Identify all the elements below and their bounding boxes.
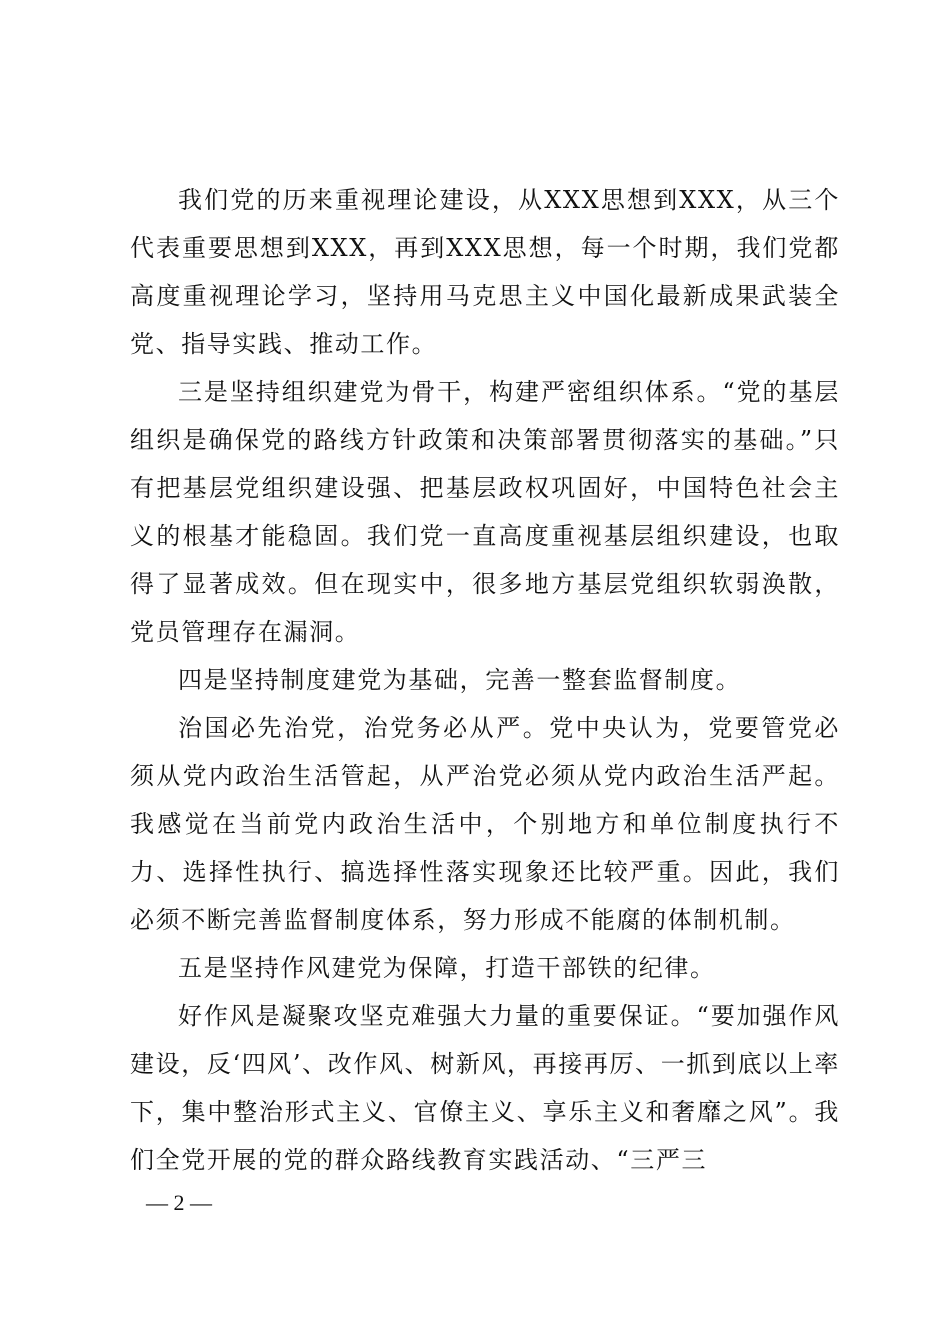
paragraph-organization-building: 三是坚持组织建党为骨干，构建严密组织体系。“党的基层组织是确保党的路线方针政策和决策部署贯彻落实的基础。”只有把基层党组织建设强、把基层政权巩固好，中国特色社会主义的根基才能稳固。我们党一直高度重视基层组织建设，也取得了显著成效。但在现实中，很多地方基层党组织软弱涣散，党员管理存在漏洞。	[130, 378, 840, 646]
paragraph-theory-building: 我们党的历来重视理论建设，从XXX思想到XXX，从三个代表重要思想到XXX，再到XXX思想，每一个时期，我们党都高度重视理论学习，坚持用马克思主义中国化最新成果武装全党、指导实践、推动工作。	[130, 186, 840, 358]
page-number: — 2 —	[146, 1190, 212, 1215]
paragraph-good-style: 好作风是凝聚攻坚克难强大力量的重要保证。“要加强作风建设，反‘四风’、改作风、树新风，再接再厉、一抓到底以上率下，集中整治形式主义、官僚主义、享乐主义和奢靡之风”。我们全党开展的党的群众路线教育实践活动、“三严三	[130, 1002, 840, 1174]
paragraph-style-building-heading: 五是坚持作风建党为保障，打造干部铁的纪律。	[178, 954, 716, 982]
document-body	[130, 176, 840, 1184]
paragraph-strict-governance: 治国必先治党，治党务必从严。党中央认为，党要管党必须从党内政治生活管起，从严治党必须从党内政治生活严起。我感觉在当前党内政治生活中，个别地方和单位制度执行不力、选择性执行、搞选择性落实现象还比较严重。因此，我们必须不断完善监督制度体系，努力形成不能腐的体制机制。	[130, 714, 840, 934]
paragraph-system-building-heading: 四是坚持制度建党为基础，完善一整套监督制度。	[178, 666, 742, 694]
